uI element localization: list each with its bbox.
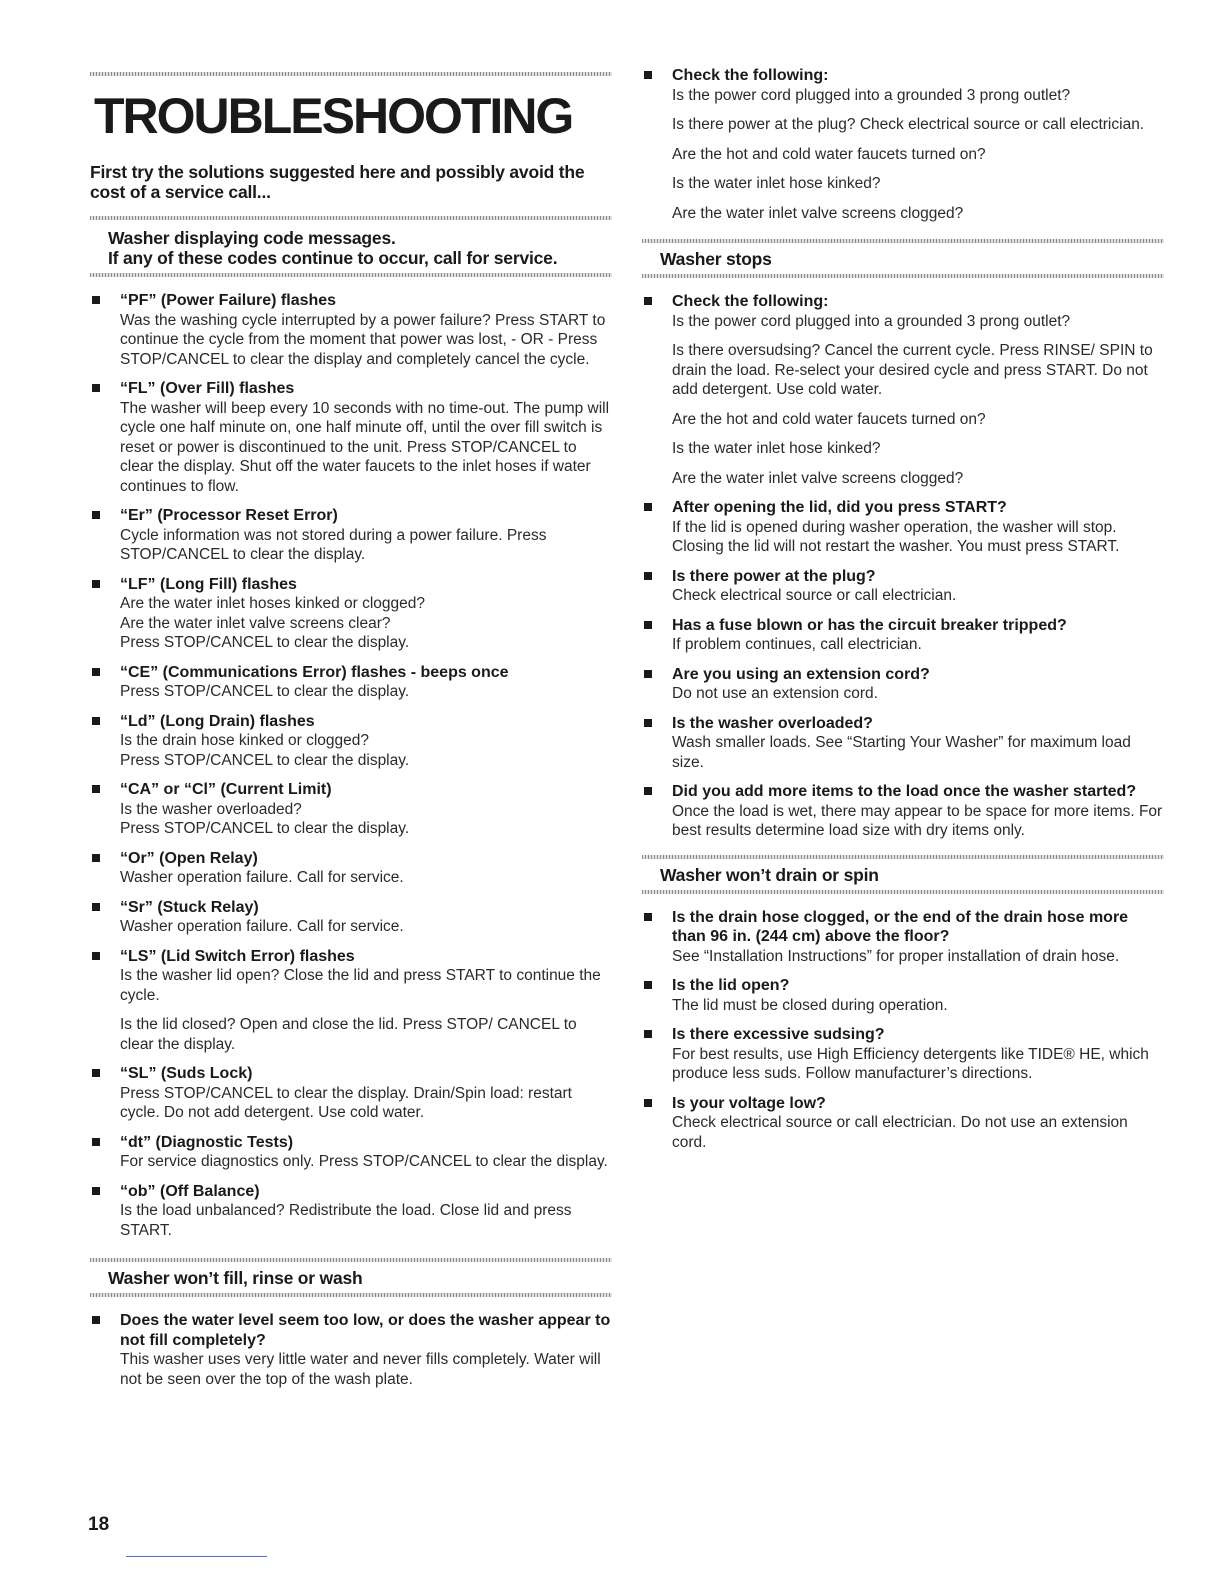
item-heading: Check the following: <box>672 67 829 84</box>
item-heading: “PF” (Power Failure) flashes <box>120 292 337 309</box>
intro-text: First try the solutions suggested here and possibly avoid the cost of a service call... <box>90 162 585 202</box>
list-item <box>90 575 612 653</box>
item-text: Check electrical source or call electrician. <box>672 587 957 604</box>
divider <box>90 72 612 76</box>
section-heading-stops: Washer stops <box>660 249 772 269</box>
divider <box>90 1293 612 1297</box>
list-item <box>642 1094 1164 1153</box>
section-heading-codes <box>90 220 612 273</box>
item-text: Washer operation failure. Call for service. <box>120 869 404 886</box>
bullet-icon <box>92 384 100 392</box>
item-heading: Does the water level seem too low, or does the washer appear to not fill completely? <box>120 1312 611 1349</box>
item-heading: Has a fuse blown or has the circuit breaker tripped? <box>672 616 1067 634</box>
bullet-icon <box>644 71 652 79</box>
list-item <box>90 663 612 702</box>
stops-list <box>642 292 1164 841</box>
item-text: Is the washer lid open? Close the lid and press START to continue the cycle. <box>120 967 601 1004</box>
item-text: Is the lid closed? Open and close the lid. Press STOP/ CANCEL to clear the display. <box>120 1016 577 1053</box>
item-text: The lid must be closed during operation. <box>672 996 948 1014</box>
bullet-icon <box>92 1316 100 1324</box>
list-item <box>642 908 1164 967</box>
bullet-icon <box>92 1069 100 1077</box>
bullet-icon <box>644 981 652 989</box>
item-text: If the lid is opened during washer operation, the washer will stop. Closing the lid will not restart the washer. You must press START. <box>672 518 1120 555</box>
list-item <box>642 292 1164 488</box>
item-heading: Is there power at the plug? <box>672 567 876 585</box>
item-text: This washer uses very little water and never fills completely. Water will not be seen over the top of the wash plate. <box>120 1351 601 1388</box>
item-text: Once the load is wet, there may appear to be space for more items. For best results determine load size with dry items only. <box>672 802 1163 839</box>
item-text: Press STOP/CANCEL to clear the display. <box>120 683 410 700</box>
item-text: Is the load unbalanced? Redistribute the load. Close lid and press START. <box>120 1202 572 1239</box>
bullet-icon <box>92 854 100 862</box>
bullet-icon <box>92 1138 100 1146</box>
bullet-icon <box>92 668 100 676</box>
item-heading: “LS” (Lid Switch Error) flashes <box>120 947 355 965</box>
item-heading: Did you add more items to the load once the washer started? <box>672 783 1137 800</box>
item-text: Press STOP/CANCEL to clear the display. <box>120 751 410 769</box>
item-heading: “dt” (Diagnostic Tests) <box>120 1133 294 1151</box>
item-heading: “LF” (Long Fill) flashes <box>120 575 297 593</box>
list-item <box>90 1311 612 1389</box>
item-text: Is there power at the plug? Check electrical source or call electrician. <box>672 116 1145 133</box>
item-heading: “CE” (Communications Error) flashes - beeps once <box>120 663 509 681</box>
codes-heading-line2: If any of these codes continue to occur, call for service. <box>108 248 558 268</box>
list-item <box>642 498 1164 557</box>
item-text: Is the water inlet hose kinked? <box>672 175 881 192</box>
item-heading: Are you using an extension cord? <box>672 665 930 683</box>
codes-list <box>90 291 612 1240</box>
item-text: Cycle information was not stored during a power failure. Press STOP/CANCEL to clear the display. <box>120 526 547 563</box>
item-heading: “Sr” (Stuck Relay) <box>120 898 259 916</box>
list-item <box>642 665 1164 704</box>
item-text: Washer operation failure. Call for service. <box>120 918 404 935</box>
item-text: Are the water inlet valve screens clear? <box>120 614 391 632</box>
item-text: Is there oversudsing? Cancel the current cycle. Press RINSE/ SPIN to drain the load. Re-select your desired cycle and press START. Do not add detergent. Use cold water. <box>672 342 1153 398</box>
item-heading: “CA” or “Cl” (Current Limit) <box>120 781 332 798</box>
list-item <box>90 506 612 565</box>
bullet-icon <box>644 621 652 629</box>
item-heading: “SL” (Suds Lock) <box>120 1065 253 1082</box>
bullet-icon <box>644 503 652 511</box>
list-item <box>90 780 612 839</box>
item-text: Is the washer overloaded? <box>120 800 302 818</box>
bullet-icon <box>92 785 100 793</box>
bullet-icon <box>92 511 100 519</box>
item-text: Are the hot and cold water faucets turned on? <box>672 145 986 163</box>
item-text: Are the water inlet valve screens clogged? <box>672 204 964 222</box>
codes-heading-line1: Washer displaying code messages. <box>108 228 396 248</box>
item-text: Press STOP/CANCEL to clear the display. <box>120 634 410 651</box>
bullet-icon <box>92 296 100 304</box>
list-item <box>90 1182 612 1241</box>
list-item <box>642 714 1164 773</box>
list-item <box>90 947 612 1055</box>
item-text: The washer will beep every 10 seconds with no time-out. The pump will cycle one half minute on, one half minute off, until the over fill switch is reset or power is discontinued to the unit. Press STOP/CANCEL to clear the display. Shut off the water faucets to the inlet hoses if water continues to flow. <box>120 399 610 495</box>
item-text: Is the power cord plugged into a grounded 3 prong outlet? <box>672 86 1071 104</box>
item-heading: “Ld” (Long Drain) flashes <box>120 712 315 730</box>
bullet-icon <box>644 572 652 580</box>
item-text: Is the water inlet hose kinked? <box>672 440 881 457</box>
bullet-icon <box>644 1099 652 1107</box>
list-item <box>90 379 612 496</box>
list-item <box>90 712 612 771</box>
bullet-icon <box>644 1030 652 1038</box>
item-text: Check electrical source or call electrician. Do not use an extension cord. <box>672 1114 1128 1151</box>
page-title: TROUBLESHOOTING <box>94 88 573 144</box>
list-item <box>90 849 612 888</box>
item-heading: Is the lid open? <box>672 977 790 994</box>
item-text: For best results, use High Efficiency detergents like TIDE® HE, which produce less suds. Follow manufacturer’s directions. <box>672 1045 1149 1082</box>
page-number: 18 <box>88 1514 110 1535</box>
item-heading: Is there excessive sudsing? <box>672 1026 885 1043</box>
item-heading: After opening the lid, did you press START? <box>672 499 1007 516</box>
item-heading: Is your voltage low? <box>672 1094 826 1112</box>
item-text: Is the power cord plugged into a grounded 3 prong outlet? <box>672 312 1071 330</box>
footer-rule <box>126 1556 267 1557</box>
list-item <box>642 782 1164 841</box>
bullet-icon <box>92 580 100 588</box>
item-text: Press STOP/CANCEL to clear the display. <box>120 820 410 837</box>
list-item <box>642 66 1164 223</box>
item-heading: “Er” (Processor Reset Error) <box>120 507 338 524</box>
left-column <box>90 0 612 1399</box>
fill-list-continued <box>642 66 1164 223</box>
bullet-icon <box>92 952 100 960</box>
divider <box>90 273 612 277</box>
bullet-icon <box>644 719 652 727</box>
bullet-icon <box>92 1187 100 1195</box>
item-text: Wash smaller loads. See “Starting Your Washer” for maximum load size. <box>672 734 1131 771</box>
right-column <box>642 0 1164 1162</box>
bullet-icon <box>644 913 652 921</box>
item-heading: Is the drain hose clogged, or the end of the drain hose more than 96 in. (244 cm) above the floor? <box>672 908 1129 945</box>
drain-list <box>642 908 1164 1153</box>
list-item <box>90 1133 612 1172</box>
list-item <box>642 616 1164 655</box>
item-text: Do not use an extension cord. <box>672 685 878 702</box>
item-text: See “Installation Instructions” for proper installation of drain hose. <box>672 947 1120 965</box>
bullet-icon <box>644 787 652 795</box>
item-heading: Is the washer overloaded? <box>672 714 873 732</box>
list-item <box>90 291 612 369</box>
item-heading: “FL” (Over Fill) flashes <box>120 380 295 397</box>
section-heading-drain: Washer won’t drain or spin <box>660 864 879 885</box>
bullet-icon <box>644 297 652 305</box>
list-item <box>642 567 1164 606</box>
item-text: Is the drain hose kinked or clogged? <box>120 732 370 749</box>
section-heading-fill: Washer won’t fill, rinse or wash <box>108 1268 363 1288</box>
fill-list <box>90 1311 612 1389</box>
divider <box>642 274 1164 278</box>
bullet-icon <box>92 903 100 911</box>
item-text: Press STOP/CANCEL to clear the display. Drain/Spin load: restart cycle. Do not add detergent. Use cold water. <box>120 1084 572 1121</box>
item-heading: “ob” (Off Balance) <box>120 1182 260 1200</box>
item-text: Are the hot and cold water faucets turned on? <box>672 410 986 428</box>
item-text: Are the water inlet hoses kinked or clogged? <box>120 595 426 612</box>
item-text: If problem continues, call electrician. <box>672 636 922 653</box>
item-heading: “Or” (Open Relay) <box>120 849 258 867</box>
divider <box>642 890 1164 894</box>
item-text: For service diagnostics only. Press STOP/CANCEL to clear the display. <box>120 1153 608 1170</box>
list-item <box>642 976 1164 1015</box>
item-text: Was the washing cycle interrupted by a power failure? Press START to continue the cycle from the moment that power was lost, - OR - Press STOP/CANCEL to clear the display and completely cancel the cycle. <box>120 311 606 368</box>
item-text: Are the water inlet valve screens clogged? <box>672 469 964 487</box>
list-item <box>642 1025 1164 1084</box>
list-item <box>90 1064 612 1123</box>
list-item <box>90 898 612 937</box>
bullet-icon <box>644 670 652 678</box>
item-heading: Check the following: <box>672 293 829 310</box>
bullet-icon <box>92 717 100 725</box>
